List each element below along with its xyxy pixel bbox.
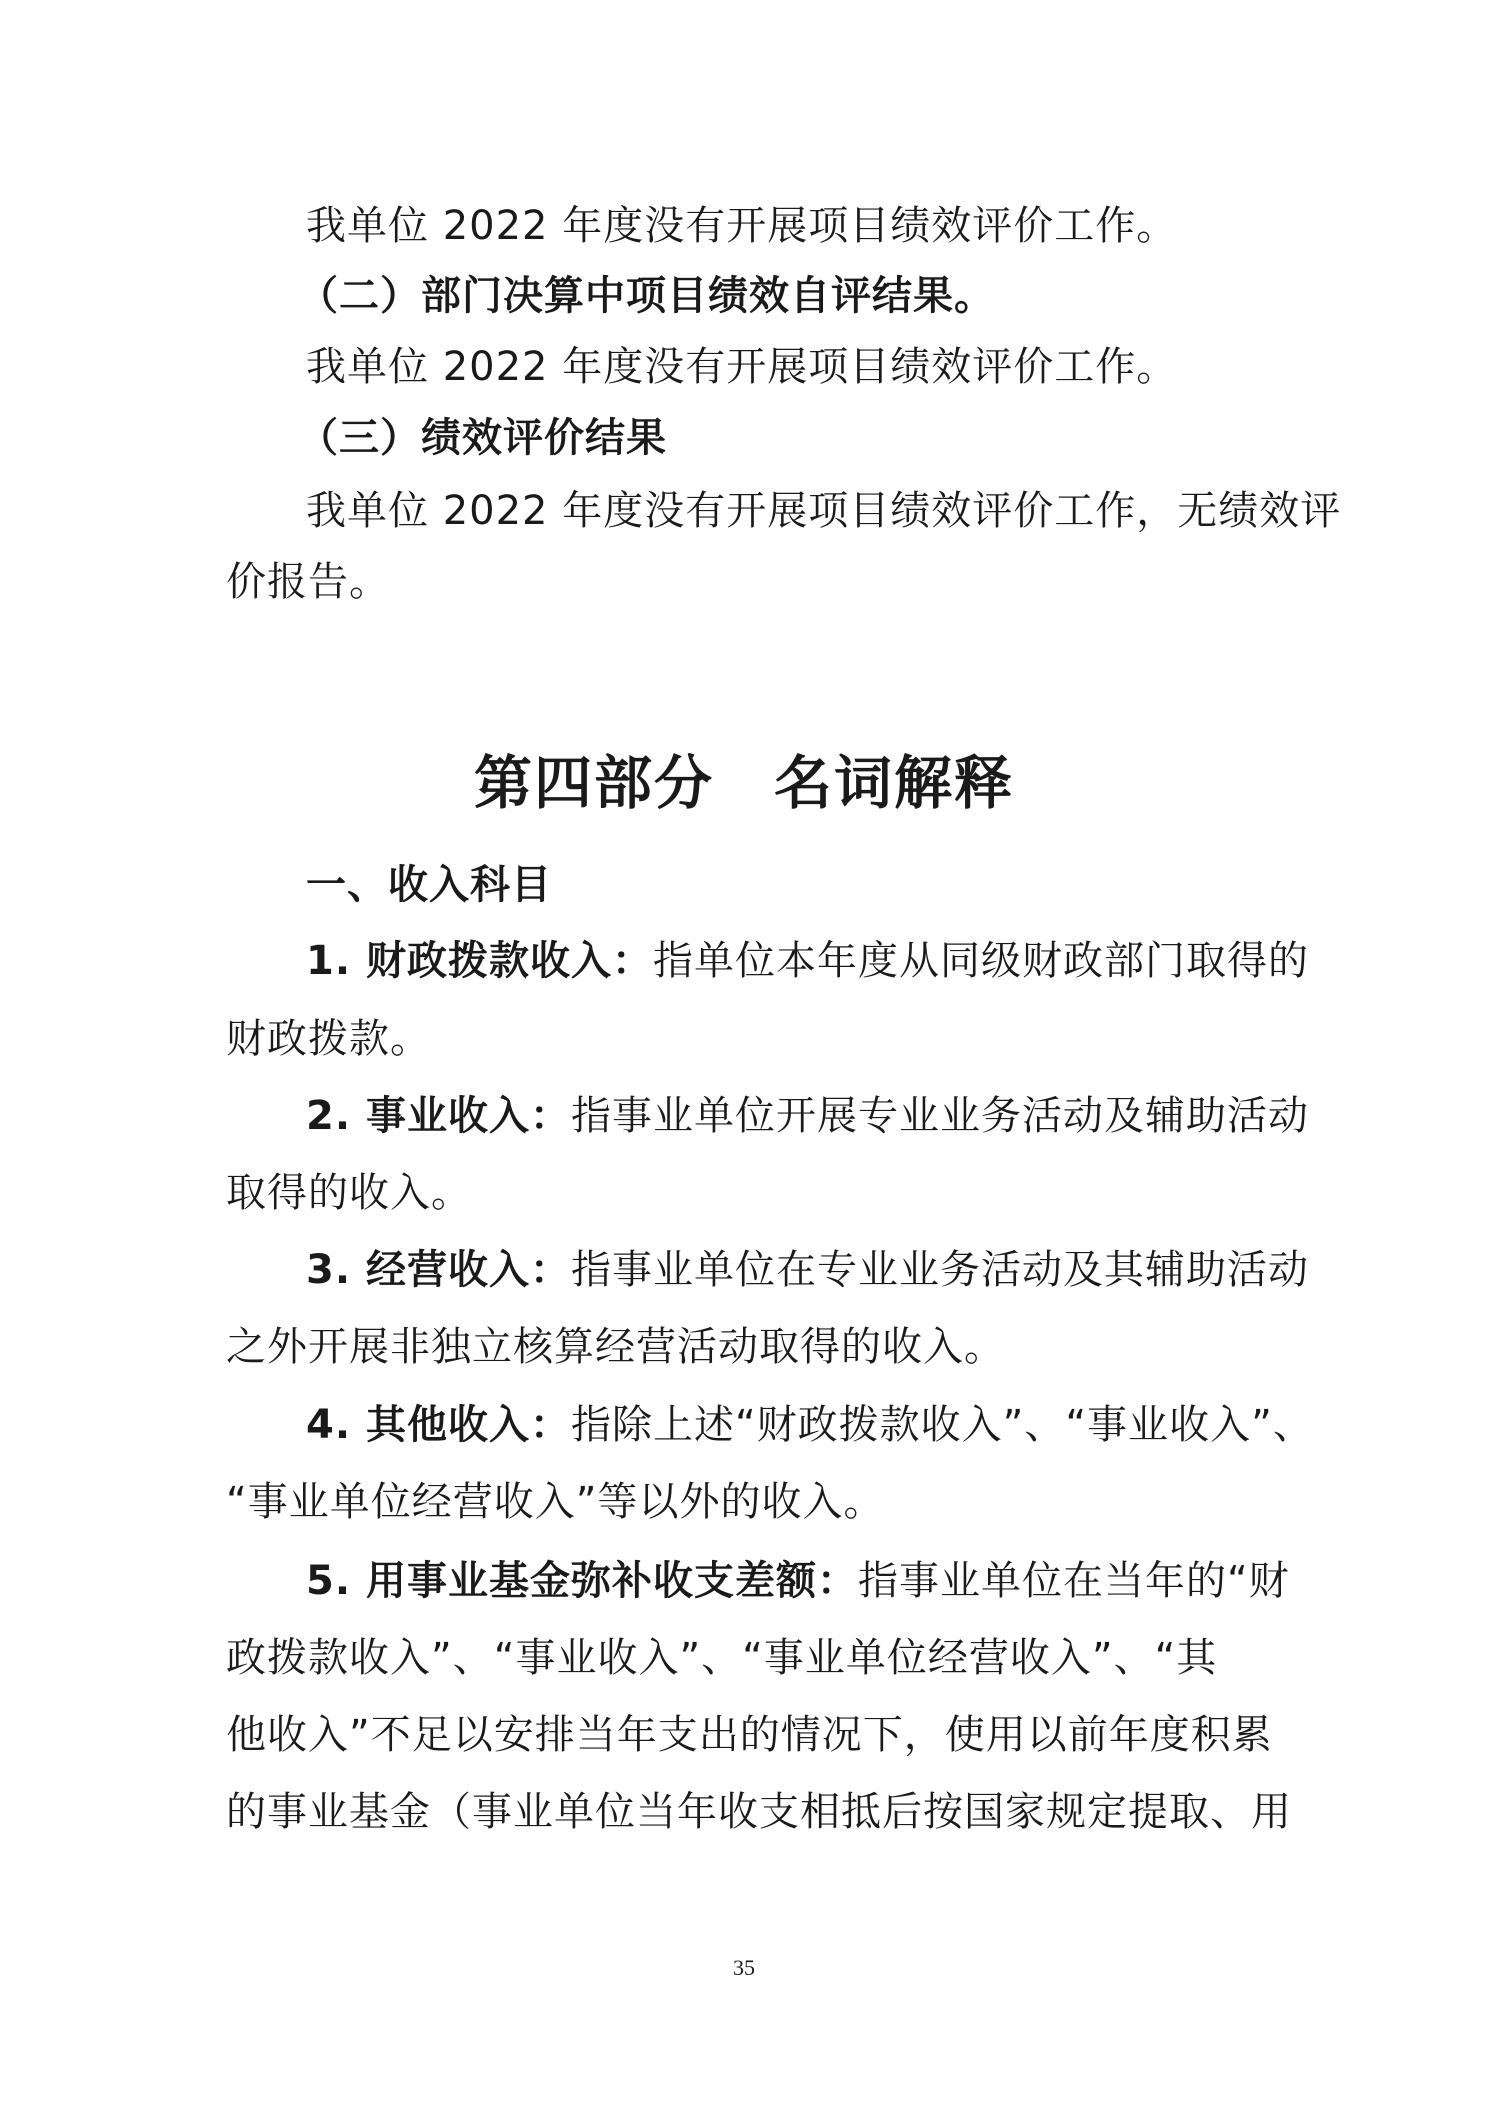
term-fiscal-appropriation: 1. 财政拨款收入： bbox=[306, 938, 653, 984]
page-number: 35 bbox=[733, 1955, 755, 1980]
item-fiscal-appropriation-line2: 财政拨款。 bbox=[226, 1016, 431, 1062]
part-title: 第四部分 名词解释 bbox=[473, 749, 1014, 817]
subheading-evaluation-results: （三）绩效评价结果 bbox=[298, 415, 667, 461]
item-business-fund-line3: 他收入”不足以安排当年支出的情况下，使用以前年度积累 bbox=[226, 1712, 1273, 1758]
paragraph-no-evaluation-2: 我单位 2022 年度没有开展项目绩效评价工作。 bbox=[306, 344, 1178, 390]
item-business-fund-line2: 政拨款收入”、“事业收入”、“事业单位经营收入”、“其 bbox=[226, 1635, 1218, 1681]
item-business-income-line2: 取得的收入。 bbox=[226, 1170, 472, 1216]
item-fiscal-appropriation-line1 bbox=[306, 933, 1309, 989]
item-other-income-line2: “事业单位经营收入”等以外的收入。 bbox=[226, 1479, 885, 1525]
definition-business-income: 指事业单位开展专业业务活动及辅助活动 bbox=[570, 1093, 1309, 1139]
definition-operating-income: 指事业单位在专业业务活动及其辅助活动 bbox=[570, 1247, 1309, 1293]
definition-business-fund: 指事业单位在当年的“财 bbox=[857, 1558, 1290, 1604]
subheading-self-evaluation: （二）部门决算中项目绩效自评结果。 bbox=[298, 273, 995, 319]
term-other-income: 4. 其他收入： bbox=[306, 1402, 571, 1448]
paragraph-no-report-line2: 价报告。 bbox=[226, 559, 390, 605]
term-business-income: 2. 事业收入： bbox=[306, 1093, 571, 1139]
item-operating-income-line1 bbox=[306, 1242, 1309, 1298]
definition-other-income: 指除上述“财政拨款收入”、“事业收入”、 bbox=[570, 1402, 1314, 1448]
definition-fiscal-appropriation: 指单位本年度从同级财政部门取得的 bbox=[652, 938, 1309, 984]
item-business-fund-line4: 的事业基金（事业单位当年收支相抵后按国家规定提取、用 bbox=[226, 1789, 1292, 1835]
item-other-income-line1 bbox=[306, 1397, 1314, 1453]
paragraph-no-report-line1: 我单位 2022 年度没有开展项目绩效评价工作，无绩效评 bbox=[306, 488, 1342, 534]
item-business-income-line1 bbox=[306, 1088, 1309, 1144]
item-operating-income-line2: 之外开展非独立核算经营活动取得的收入。 bbox=[226, 1324, 1005, 1370]
item-business-fund-line1 bbox=[306, 1553, 1290, 1609]
term-operating-income: 3. 经营收入： bbox=[306, 1247, 571, 1293]
term-business-fund: 5. 用事业基金弥补收支差额： bbox=[306, 1558, 858, 1604]
paragraph-no-evaluation-1: 我单位 2022 年度没有开展项目绩效评价工作。 bbox=[306, 203, 1178, 249]
heading-income-subjects: 一、收入科目 bbox=[306, 862, 552, 908]
